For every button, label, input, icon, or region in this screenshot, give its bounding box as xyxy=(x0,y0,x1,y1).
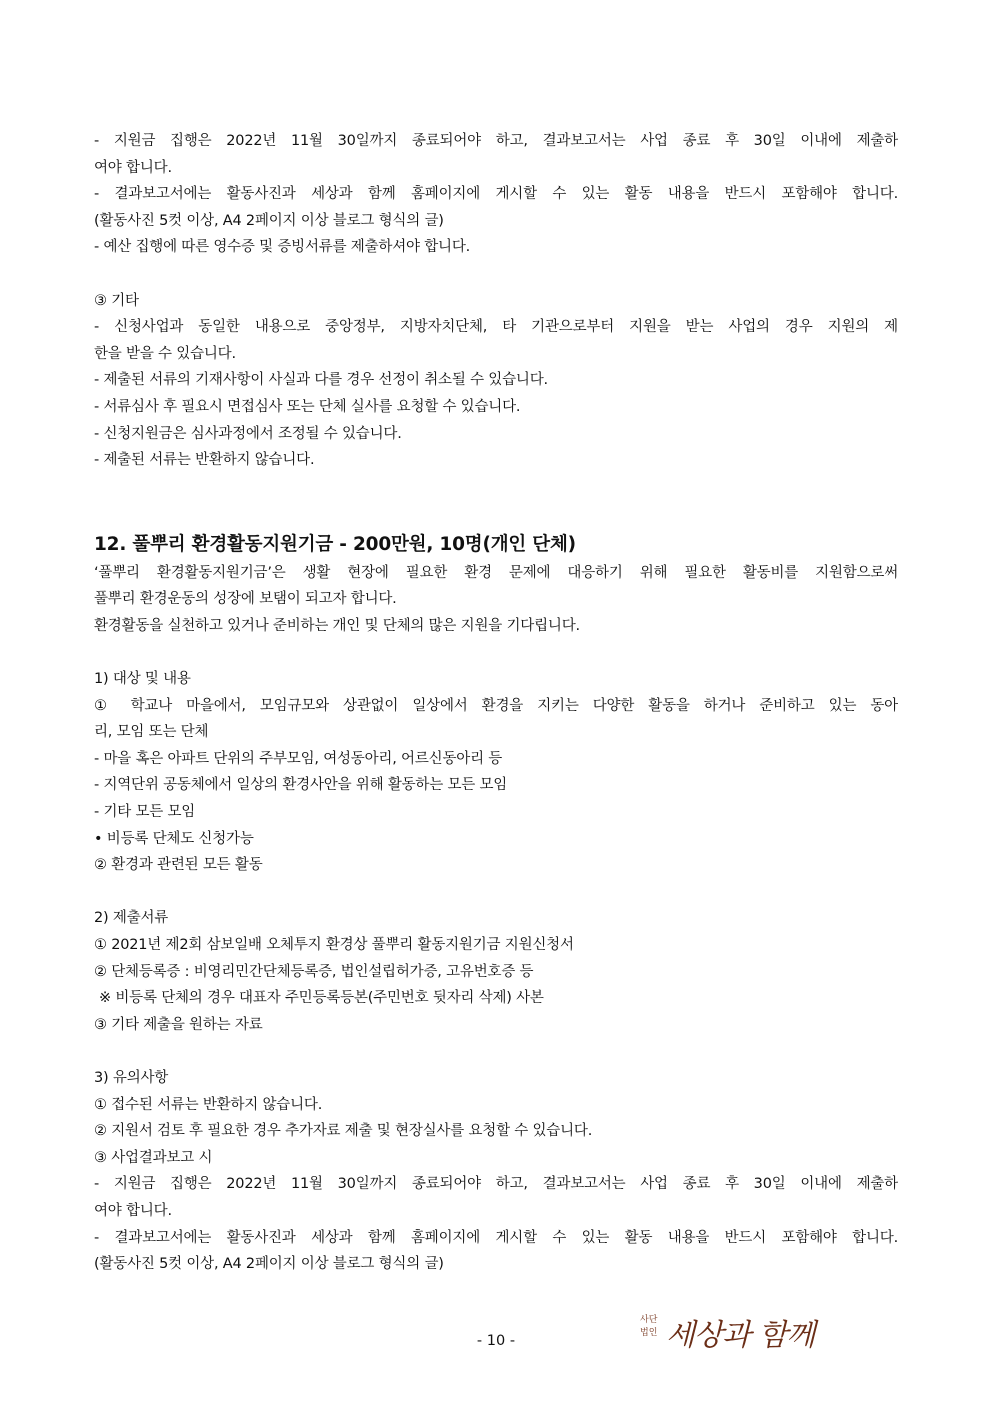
spacer xyxy=(94,1038,898,1065)
text-line: - 신청지원금은 심사과정에서 조정될 수 있습니다. xyxy=(94,425,402,442)
subsection-title: 2) 제출서류 xyxy=(94,910,169,927)
text-line: - 서류심사 후 필요시 면접심사 또는 단체 실사를 요청할 수 있습니다. xyxy=(94,398,521,415)
text-line: - 기타 모든 모임 xyxy=(94,804,196,821)
documents-subsection xyxy=(94,905,898,1038)
page-number: - 10 - xyxy=(476,1333,516,1349)
section-heading: 12. 풀뿌리 환경활동지원기금 - 200만원, 10명(개인 단체) xyxy=(94,533,576,555)
text-line: - 예산 집행에 따른 영수증 및 증빙서류를 제출하셔야 합니다. xyxy=(94,239,471,256)
notes-subsection xyxy=(94,1065,898,1278)
subsection-title: 1) 대상 및 내용 xyxy=(94,671,191,688)
target-subsection xyxy=(94,666,898,879)
spacer xyxy=(94,261,898,288)
bullet-line: • 비등록 단체도 신청가능 xyxy=(94,830,254,847)
spacer xyxy=(94,879,898,906)
top-section xyxy=(94,128,898,261)
text-line: - 신청사업과 동일한 내용으로 중앙정부, 지방자치단체, 타 기관으로부터 지원을 받는 사업의 경우 지원의 제 xyxy=(94,319,898,336)
organization-logo xyxy=(640,1310,830,1356)
text-line: ① 2021년 제2회 삼보일배 오체투지 환경상 풀뿌리 활동지원기금 지원신청서 xyxy=(94,937,574,954)
text-line: - 제출된 서류는 반환하지 않습니다. xyxy=(94,452,315,469)
text-line: (활동사진 5컷 이상, A4 2페이지 이상 블로그 형식의 글) xyxy=(94,212,444,229)
text-line: 풀뿌리 환경운동의 성장에 보탬이 되고자 합니다. xyxy=(94,591,397,608)
text-line: - 지원금 집행은 2022년 11월 30일까지 종료되어야 하고, 결과보고서는 사업 종료 후 30일 이내에 제출하 xyxy=(94,1176,898,1193)
text-line: - 마을 혹은 아파트 단위의 주부모임, 여성동아리, 어르신동아리 등 xyxy=(94,750,503,767)
text-line: ‘풀뿌리 환경활동지원기금’은 생활 현장에 필요한 환경 문제에 대응하기 위해 필요한 활동비를 지원함으로써 xyxy=(94,564,898,581)
text-line: ② 환경과 관련된 모든 활동 xyxy=(94,857,263,874)
text-line: - 지원금 집행은 2022년 11월 30일까지 종료되어야 하고, 결과보고서는 사업 종료 후 30일 이내에 제출하 xyxy=(94,133,898,149)
logo-small-text xyxy=(640,1314,657,1340)
logo-script-text: 세상과 함께 xyxy=(666,1318,815,1353)
text-line: 여야 합니다. xyxy=(94,1202,172,1219)
logo-small-line-2: 법인 xyxy=(640,1328,658,1338)
text-line: - 결과보고서에는 활동사진과 세상과 함께 홈페이지에 게시할 수 있는 활동 내용을 반드시 포함해야 합니다. xyxy=(94,186,898,203)
document-page xyxy=(94,128,898,1278)
text-line: (활동사진 5컷 이상, A4 2페이지 이상 블로그 형식의 글) xyxy=(94,1256,444,1273)
text-line: ② 단체등록증 : 비영리민간단체등록증, 법인설립허가증, 고유번호증 등 xyxy=(94,963,534,980)
subsection-title: 3) 유의사항 xyxy=(94,1070,169,1086)
text-line: - 제출된 서류의 기재사항이 사실과 다를 경우 선정이 취소될 수 있습니다. xyxy=(94,372,548,389)
section-title: ③ 기타 xyxy=(94,292,139,309)
text-line: - 결과보고서에는 활동사진과 세상과 함께 홈페이지에 게시할 수 있는 활동 내용을 반드시 포함해야 합니다. xyxy=(94,1229,898,1246)
text-line: ① 학교나 마을에서, 모임규모와 상관없이 일상에서 환경을 지키는 다양한 활동을 하거나 준비하고 있는 동아 xyxy=(94,697,898,714)
text-line: 여야 합니다. xyxy=(94,159,172,176)
section-12 xyxy=(94,530,898,1278)
text-line: ② 지원서 검토 후 필요한 경우 추가자료 제출 및 현장실사를 요청할 수 있습니다. xyxy=(94,1123,593,1140)
spacer xyxy=(94,640,898,667)
note-line: ※ 비등록 단체의 경우 대표자 주민등록등본(주민번호 뒷자리 삭제) 사본 xyxy=(99,990,544,1007)
etc-section xyxy=(94,288,898,474)
text-line: - 지역단위 공동체에서 일상의 환경사안을 위해 활동하는 모든 모임 xyxy=(94,777,508,794)
text-line: 리, 모임 또는 단체 xyxy=(94,724,209,741)
logo-small-line-1: 사단 xyxy=(640,1315,658,1325)
text-line: ③ 기타 제출을 원하는 자료 xyxy=(94,1016,263,1033)
spacer xyxy=(94,474,898,530)
text-line: 한을 받을 수 있습니다. xyxy=(94,345,236,362)
text-line: ① 접수된 서류는 반환하지 않습니다. xyxy=(94,1096,323,1113)
text-line: 환경활동을 실천하고 있거나 준비하는 개인 및 단체의 많은 지원을 기다립니다. xyxy=(94,617,580,634)
text-line: ③ 사업결과보고 시 xyxy=(94,1149,213,1166)
